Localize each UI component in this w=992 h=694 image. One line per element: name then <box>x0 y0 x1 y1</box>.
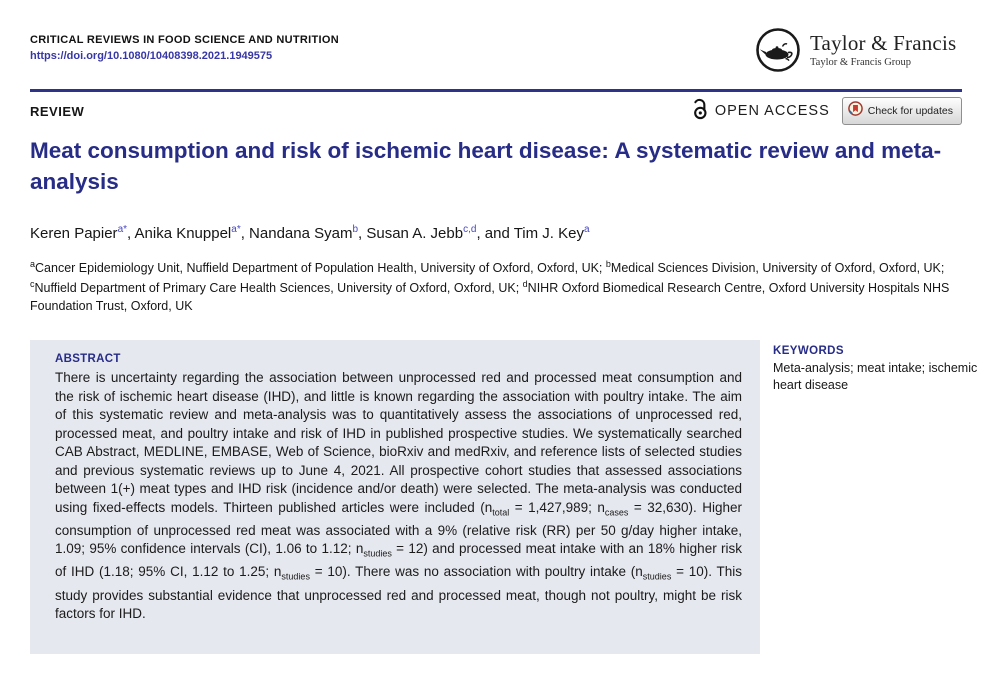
open-access-badge[interactable] <box>692 98 830 125</box>
keywords-body: Meta-analysis; meat intake; ischemic heart disease <box>773 361 978 393</box>
publisher-logo <box>754 26 956 74</box>
open-access-lock-icon <box>692 98 709 125</box>
abstract-heading: ABSTRACT <box>55 353 121 365</box>
publisher-name: Taylor & Francis <box>810 31 957 56</box>
article-meta-row <box>30 98 962 124</box>
header-divider <box>30 89 962 92</box>
abstract-section <box>30 340 760 654</box>
keywords-heading: KEYWORDS <box>773 345 844 357</box>
keywords-section <box>773 345 978 395</box>
meta-right-cluster <box>692 97 962 125</box>
crossmark-icon <box>848 101 863 121</box>
journal-name: CRITICAL REVIEWS IN FOOD SCIENCE AND NUTRITION <box>30 34 339 46</box>
article-type-label: REVIEW <box>30 103 85 119</box>
article-title: Meat consumption and risk of ischemic heart disease: A systematic review and meta-analysis <box>30 138 942 194</box>
check-for-updates-button[interactable] <box>842 97 962 125</box>
affiliations: $^a$Cancer Epidemiology Unit, Nuffield Department of Population Health, University of Oxford, Oxford, UK; $^b$Medical Sciences Division, University of Oxford, Oxford, UK; $^c$Nuffield Department of Primary Care Health Sciences, University of Oxford, Oxford, UK; $^d$NIHR Oxford Biomedical Research Centre, Oxford University Hospitals NHS Foundation Trust, Oxford, UK <box>30 259 950 314</box>
author-list: Keren Papier$^{a*}$, Anika Knuppel$^{a*}$, Nandana Syam$^b$, Susan A. Jebb$^{c,d}$, and Tim J. Key$^a$ <box>30 224 590 242</box>
check-for-updates-label: Check for updates <box>867 105 953 117</box>
publisher-group-name: Taylor & Francis Group <box>810 56 912 68</box>
open-access-label: OPEN ACCESS <box>714 103 830 119</box>
abstract-body: There is uncertainty regarding the association between unprocessed red and processed meat consumption and the risk of ischemic heart disease (IHD), and little is known regarding the association with poultry intake. The aim of this systematic review and meta-analysis was to quantitatively assess the associations of unprocessed red, processed meat, and poultry intake and risk of IHD in published prospective studies. We systematically searched CAB Abstract, MEDLINE, EMBASE, Web of Science, bioRxiv and medRxiv, and reference lists of selected studies and previous systematic reviews up to June 4, 2021. All prospective cohort studies that assessed associations between 1(+) meat types and IHD risk (incidence and/or death) were selected. The meta-analysis was conducted using fixed-effects models. Thirteen published articles were included ($n_{total} = 1,427,989$; $n_{cases} = 32,630$). Higher consumption of unprocessed red meat was associated with a 9% (relative risk (RR) per 50 g/day higher intake, 1.09; 95% confidence intervals (CI), 1.06 to 1.12; $n_{studies} = 12$) and processed meat intake with an 18% higher risk of IHD (1.18; 95% CI, 1.12 to 1.25; $n_{studies} = 10$). There was no association with poultry intake $(n_{studies} = 10)$. This study provides substantial evidence that unprocessed red and processed meat, though not poultry, might be risk factors for IHD. <box>55 370 743 622</box>
publisher-wordmark <box>810 32 956 67</box>
taylor-francis-lamp-icon <box>754 26 802 74</box>
doi-link[interactable]: https://doi.org/10.1080/10408398.2021.1949575 <box>30 50 273 62</box>
